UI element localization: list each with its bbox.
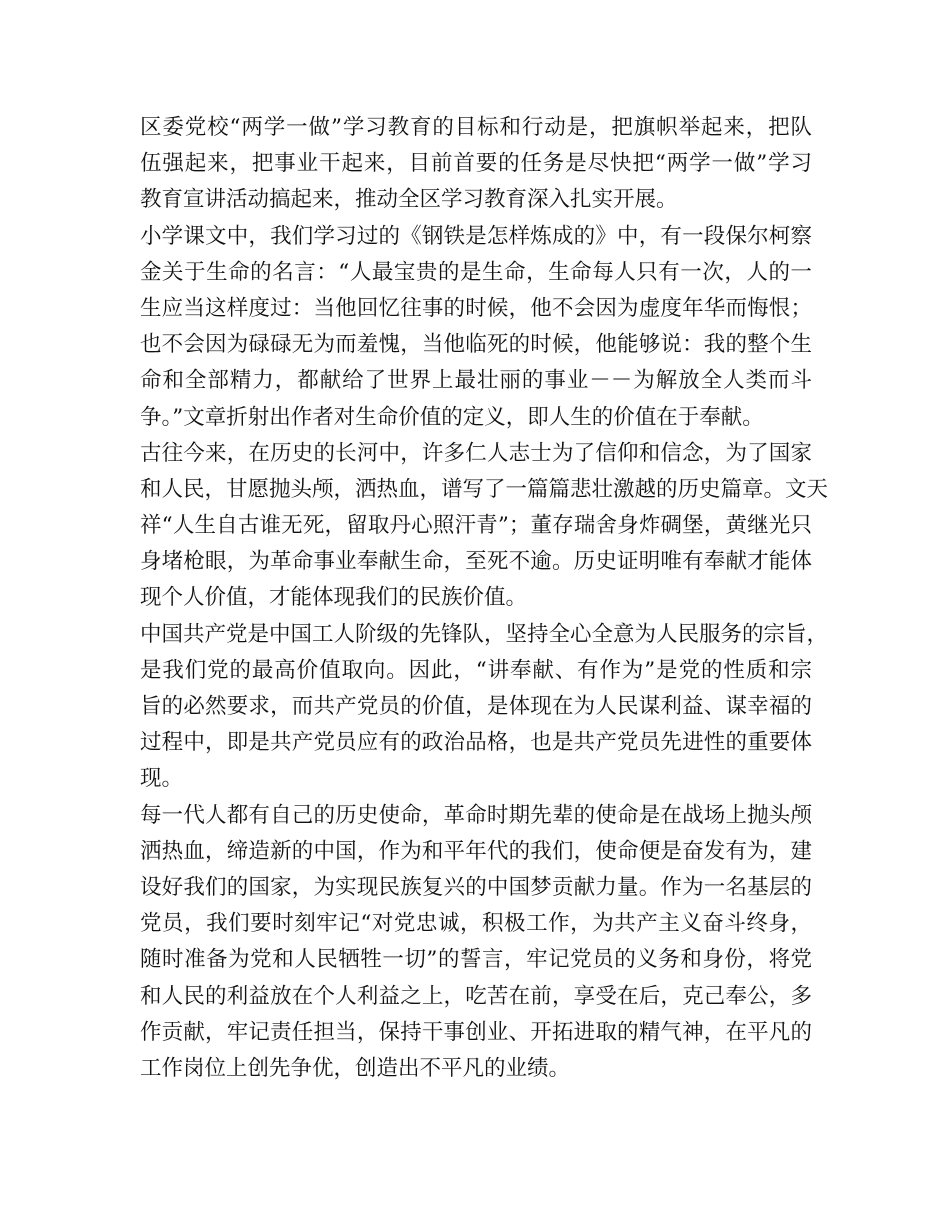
paragraph-line: 教育宣讲活动搞起来，推动全区学习教育深入扎实开展。 bbox=[140, 187, 678, 213]
paragraph-line: 现。 bbox=[140, 766, 184, 792]
paragraph-line: 也不会因为碌碌无为而羞愧，当他临死的时候，他能够说：我的整个生 bbox=[140, 332, 812, 358]
paragraph-line: 是我们党的最高价值取向。因此，“讲奉献、有作为”是党的性质和宗 bbox=[140, 657, 812, 683]
paragraph-5 bbox=[140, 798, 812, 1088]
paragraph-line: 区委党校“两学一做”学习教育的目标和行动是，把旗帜举起来，把队 bbox=[140, 115, 812, 140]
paragraph-line: 作贡献，牢记责任担当，保持干事创业、开拓进取的精气神，在平凡的 bbox=[140, 1019, 812, 1045]
paragraph-line: 金关于生命的名言：“人最宝贵的是生命，生命每人只有一次，人的一 bbox=[140, 259, 812, 285]
paragraph-line: 命和全部精力，都献给了世界上最壮丽的事业－－为解放全人类而斗 bbox=[140, 368, 812, 394]
paragraph-line: 生应当这样度过：当他回忆往事的时候，他不会因为虚度年华而悔恨； bbox=[140, 295, 812, 321]
paragraph-line: 和人民，甘愿抛头颅，洒热血，谱写了一篇篇悲壮激越的历史篇章。文天 bbox=[140, 476, 829, 502]
paragraph-line: 每一代人都有自己的历史使命，革命时期先辈的使命是在战场上抛头颅 bbox=[140, 802, 812, 828]
paragraph-line: 工作岗位上创先争优，创造出不平凡的业绩。 bbox=[140, 1055, 571, 1081]
paragraph-line: 古往今来，在历史的长河中，许多仁人志士为了信仰和信念，为了国家 bbox=[140, 440, 812, 466]
document-body bbox=[140, 110, 829, 1087]
paragraph-line: 现个人价值，才能体现我们的民族价值。 bbox=[140, 585, 528, 611]
paragraph-4 bbox=[140, 617, 829, 798]
paragraph-3 bbox=[140, 436, 829, 617]
paragraph-line: 设好我们的国家，为实现民族复兴的中国梦贡献力量。作为一名基层的 bbox=[140, 874, 812, 900]
paragraph-line: 伍强起来，把事业干起来，目前首要的任务是尽快把“两学一做”学习 bbox=[140, 151, 812, 177]
paragraph-line: 随时准备为党和人民牺牲一切”的誓言，牢记党员的义务和身份，将党 bbox=[140, 947, 812, 973]
paragraph-line: 争。”文章折射出作者对生命价值的定义，即人生的价值在于奉献。 bbox=[140, 404, 764, 430]
paragraph-line: 中国共产党是中国工人阶级的先锋队，坚持全心全意为人民服务的宗旨， bbox=[140, 621, 829, 647]
paragraph-line: 过程中，即是共产党员应有的政治品格，也是共产党员先进性的重要体 bbox=[140, 730, 812, 756]
paragraph-line: 旨的必然要求，而共产党员的价值，是体现在为人民谋利益、谋幸福的 bbox=[140, 694, 812, 719]
paragraph-1 bbox=[140, 110, 812, 219]
paragraph-line: 身堵枪眼，为革命事业奉献生命，至死不逾。历史证明唯有奉献才能体 bbox=[140, 549, 812, 575]
paragraph-line: 洒热血，缔造新的中国，作为和平年代的我们，使命便是奋发有为，建 bbox=[140, 838, 812, 864]
paragraph-2 bbox=[140, 219, 812, 436]
paragraph-line: 党员，我们要时刻牢记“对党忠诚，积极工作，为共产主义奋斗终身， bbox=[140, 911, 812, 937]
paragraph-line: 祥“人生自古谁无死，留取丹心照汗青”；董存瑞舍身炸碉堡，黄继光只 bbox=[140, 513, 812, 539]
paragraph-line: 小学课文中，我们学习过的《钢铁是怎样炼成的》中，有一段保尔柯察 bbox=[140, 223, 812, 249]
paragraph-line: 和人民的利益放在个人利益之上，吃苦在前，享受在后，克己奉公，多 bbox=[140, 983, 812, 1009]
